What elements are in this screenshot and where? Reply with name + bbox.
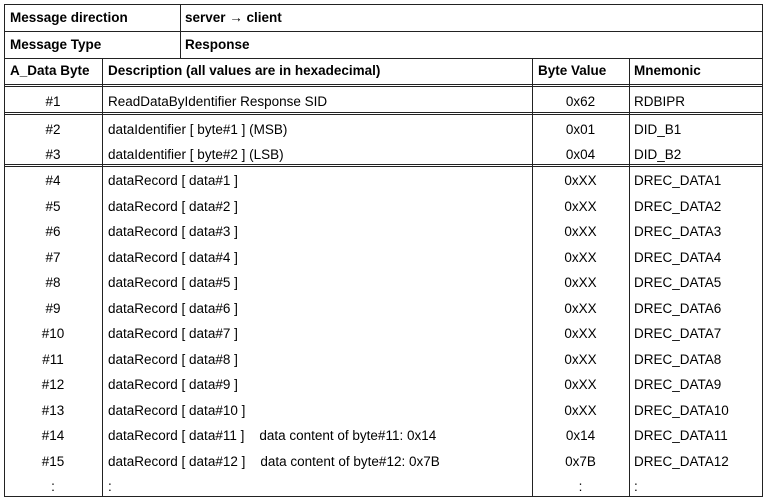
- row-mnemonic: DREC_DATA8: [634, 352, 722, 367]
- divider: [102, 58, 103, 497]
- row-byte: #13: [41, 403, 65, 418]
- divider: [180, 4, 181, 58]
- column-header-byte: A_Data Byte: [10, 63, 90, 78]
- row-description: dataRecord [ data#7 ]: [108, 326, 238, 341]
- row-value: 0x14: [565, 428, 596, 443]
- row-value: 0xXX: [564, 173, 597, 188]
- row-byte: #6: [45, 224, 61, 239]
- row-description: dataIdentifier [ byte#1 ] (MSB): [108, 122, 288, 137]
- row-mnemonic: DREC_DATA4: [634, 250, 722, 265]
- row-mnemonic: DREC_DATA9: [634, 377, 722, 392]
- row-value: 0xXX: [564, 250, 597, 265]
- message-table: [4, 4, 763, 497]
- row-value: 0xXX: [564, 377, 597, 392]
- row-mnemonic: DID_B1: [634, 122, 682, 137]
- row-mnemonic: DID_B2: [634, 147, 682, 162]
- row-byte: #3: [45, 147, 61, 162]
- row-value: 0x04: [565, 147, 596, 162]
- divider: [4, 112, 763, 113]
- row-byte: #15: [41, 454, 65, 469]
- direction-value: server → client: [185, 10, 282, 25]
- type-label: Message Type: [10, 37, 102, 52]
- row-value: 0xXX: [564, 326, 597, 341]
- direction-label: Message direction: [10, 10, 128, 25]
- row-mnemonic: DREC_DATA12: [634, 454, 729, 469]
- row-value: 0xXX: [564, 275, 597, 290]
- row-mnemonic: DREC_DATA10: [634, 403, 729, 418]
- column-header-mnemonic: Mnemonic: [634, 63, 701, 78]
- row-description: dataRecord [ data#6 ]: [108, 301, 238, 316]
- row-value: 0xXX: [564, 403, 597, 418]
- row-value: 0xXX: [564, 352, 597, 367]
- type-value: Response: [185, 37, 250, 52]
- row-mnemonic: DREC_DATA3: [634, 224, 722, 239]
- column-header-description: Description (all values are in hexadecimal): [108, 63, 381, 78]
- divider: [4, 86, 763, 87]
- divider: [4, 164, 763, 165]
- row-description: dataRecord [ data#5 ]: [108, 275, 238, 290]
- row-byte: #1: [45, 94, 61, 109]
- row-value: 0xXX: [564, 199, 597, 214]
- row-description: dataIdentifier [ byte#2 ] (LSB): [108, 147, 284, 162]
- row-description: dataRecord [ data#4 ]: [108, 250, 238, 265]
- divider: [4, 166, 763, 167]
- row-byte: #4: [45, 173, 61, 188]
- row-mnemonic: DREC_DATA7: [634, 326, 722, 341]
- row-description: dataRecord [ data#2 ]: [108, 199, 238, 214]
- divider: [4, 84, 763, 85]
- row-description: dataRecord [ data#9 ]: [108, 377, 238, 392]
- row-description: dataRecord [ data#3 ]: [108, 224, 238, 239]
- row-byte: #12: [41, 377, 65, 392]
- row-description: ReadDataByIdentifier Response SID: [108, 94, 328, 109]
- row-description: dataRecord [ data#11 ] data content of byte#11: 0x14: [108, 428, 437, 443]
- row-value: :: [578, 479, 583, 494]
- divider: [4, 31, 763, 32]
- row-description: :: [108, 479, 112, 494]
- row-mnemonic: DREC_DATA2: [634, 199, 722, 214]
- row-byte: #7: [45, 250, 61, 265]
- row-value: 0xXX: [564, 301, 597, 316]
- divider: [629, 58, 630, 497]
- row-byte: #8: [45, 275, 61, 290]
- row-mnemonic: DREC_DATA5: [634, 275, 722, 290]
- row-description: dataRecord [ data#8 ]: [108, 352, 238, 367]
- row-value: 0x7B: [565, 454, 596, 469]
- row-mnemonic: RDBIPR: [634, 94, 686, 109]
- row-byte: #10: [41, 326, 65, 341]
- row-byte: #9: [45, 301, 61, 316]
- row-value: 0xXX: [564, 224, 597, 239]
- row-byte: #2: [45, 122, 61, 137]
- row-byte: #14: [41, 428, 65, 443]
- row-description: dataRecord [ data#10 ]: [108, 403, 246, 418]
- row-byte: #11: [42, 352, 64, 367]
- row-value: 0x62: [565, 94, 596, 109]
- row-byte: #5: [45, 199, 61, 214]
- row-mnemonic: DREC_DATA11: [634, 428, 728, 443]
- row-value: 0x01: [565, 122, 596, 137]
- row-byte: :: [51, 479, 55, 494]
- divider: [4, 58, 763, 59]
- divider: [4, 114, 763, 115]
- row-mnemonic: :: [634, 479, 638, 494]
- row-mnemonic: DREC_DATA6: [634, 301, 722, 316]
- column-header-value: Byte Value: [538, 63, 607, 78]
- row-description: dataRecord [ data#1 ]: [108, 173, 238, 188]
- row-description: dataRecord [ data#12 ] data content of byte#12: 0x7B: [108, 454, 440, 469]
- row-mnemonic: DREC_DATA1: [634, 173, 722, 188]
